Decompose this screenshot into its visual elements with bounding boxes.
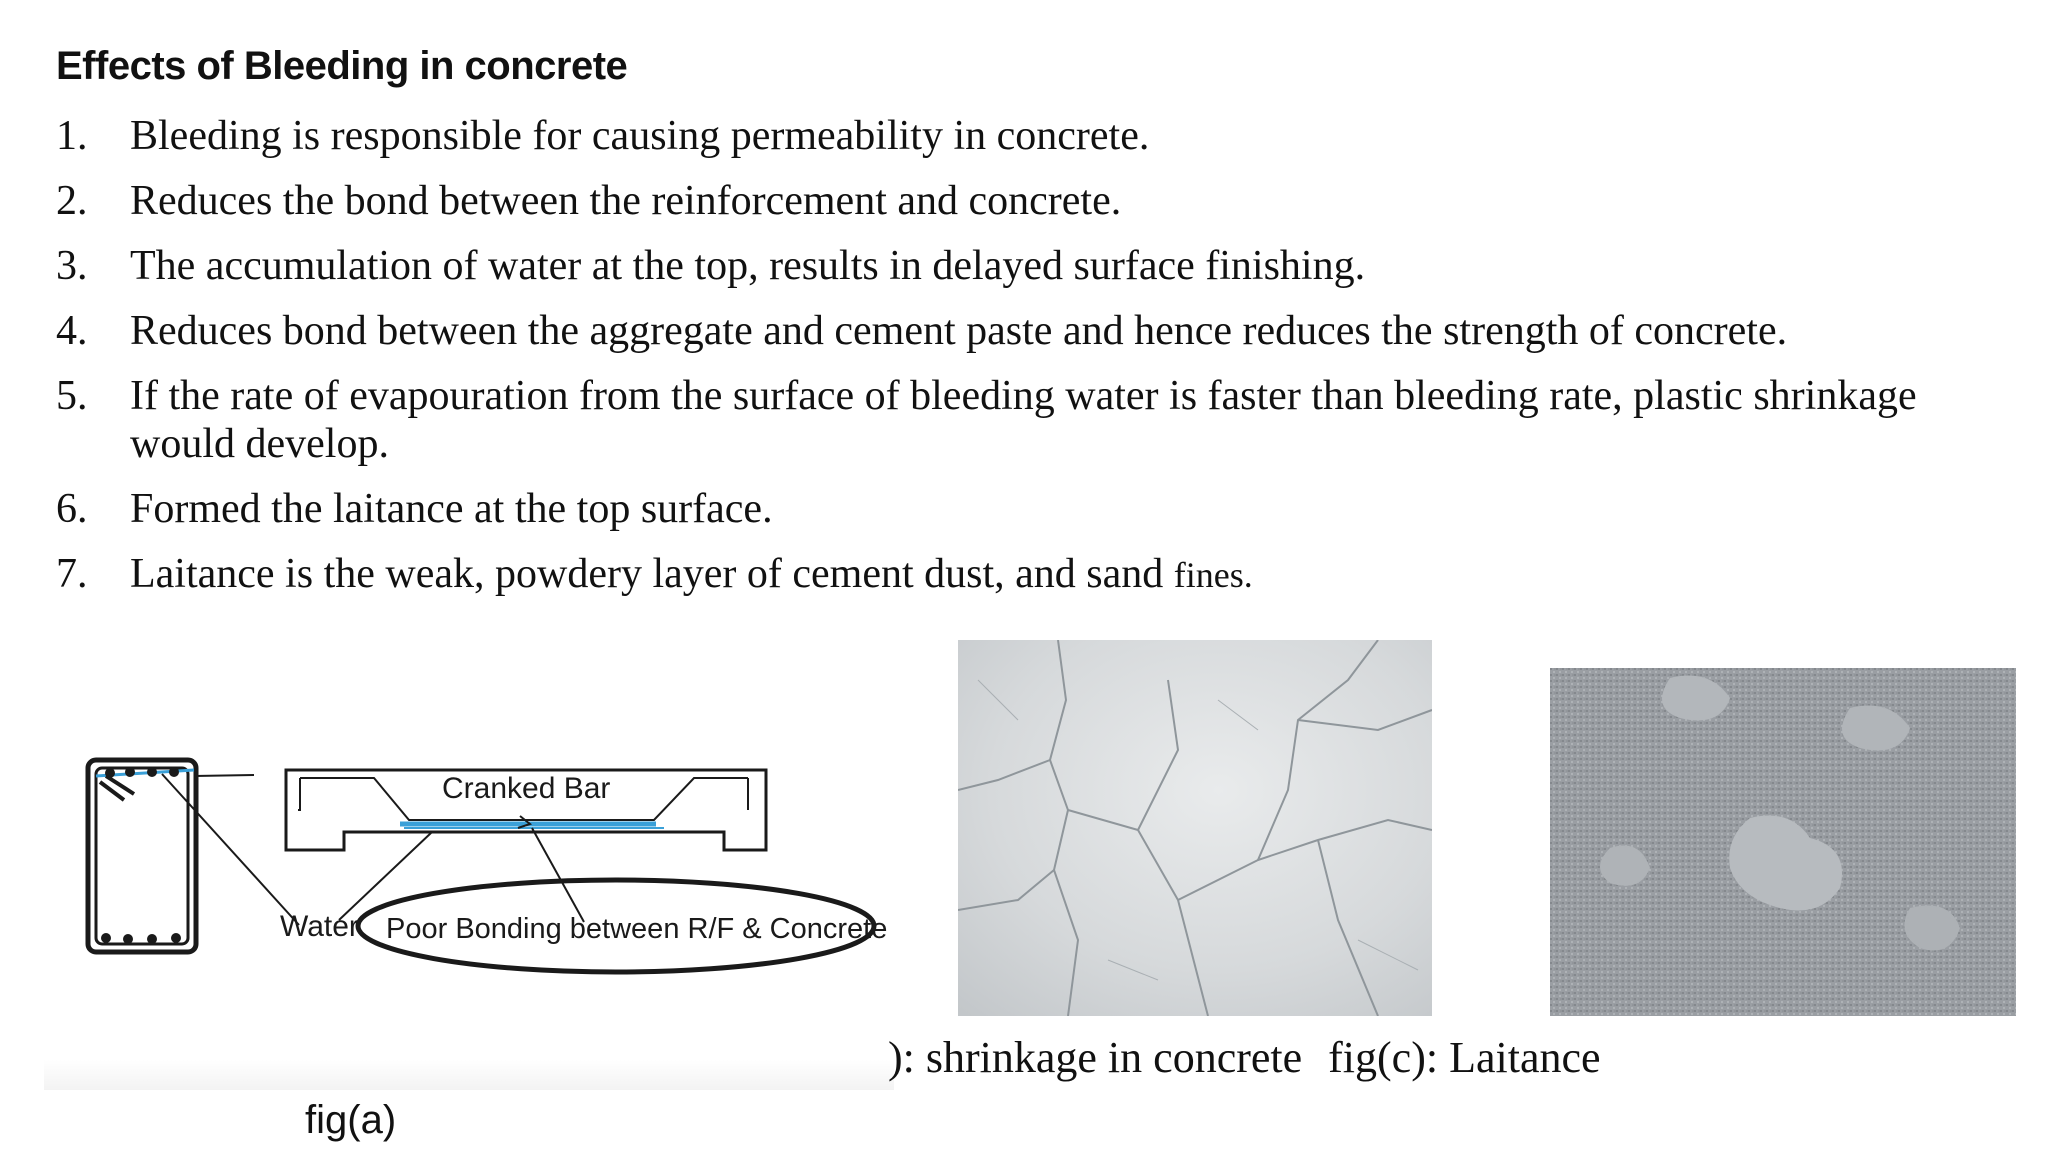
list-item-text: Laitance is the weak, powdery layer of cement dust, and sand: [130, 551, 1164, 597]
list-item: [56, 242, 1956, 290]
poor-bonding-label: Poor Bonding between R/F & Concrete: [386, 913, 888, 945]
beam-diagram-svg: [44, 660, 894, 1060]
fig-c-caption: fig(c): Laitance: [1328, 1033, 1601, 1082]
list-item-number: 4.: [56, 308, 88, 354]
list-item-number: 7.: [56, 551, 88, 597]
list-item-text: Formed the laitance at the top surface.: [130, 486, 773, 532]
list-item: [56, 372, 1956, 468]
laitance-photo: [1550, 668, 2016, 1016]
list-item-number: 1.: [56, 113, 88, 159]
list-item-number: 6.: [56, 486, 88, 532]
fig-a-shadow: [44, 1060, 894, 1090]
list-item-text: Bleeding is responsible for causing permeability in concrete.: [130, 113, 1150, 159]
list-item-number: 5.: [56, 373, 88, 419]
beam-cross-section: [88, 760, 196, 952]
list-item: [56, 112, 1956, 160]
list-item-text: If the rate of evapouration from the surface of bleeding water is faster than bleeding rate, plastic shrinkage would develop.: [130, 373, 1917, 467]
shrinkage-photo: [958, 640, 1432, 1016]
cranked-bar-label: Cranked Bar: [442, 772, 611, 805]
fig-b-caption: ): shrinkage in concrete: [888, 1033, 1303, 1082]
figure-caption: [888, 1032, 1601, 1083]
fig-a-diagram: [44, 660, 894, 1100]
list-item: [56, 485, 1956, 533]
fig-a-label: fig(a): [305, 1098, 397, 1142]
list-item-text-tail: fines.: [1173, 555, 1253, 595]
slide-title: Effects of Bleeding in concrete: [56, 44, 628, 88]
list-item: [56, 177, 1956, 225]
list-item-number: 3.: [56, 243, 88, 289]
list-item-text: The accumulation of water at the top, results in delayed surface finishing.: [130, 243, 1366, 289]
list-item: [56, 550, 1956, 599]
water-label: Water: [280, 910, 359, 943]
list-item-number: 2.: [56, 178, 88, 224]
list-item-text: Reduces bond between the aggregate and cement paste and hence reduces the strength of concrete.: [130, 308, 1788, 354]
list-item-text: Reduces the bond between the reinforcement and concrete.: [130, 178, 1122, 224]
list-item: [56, 307, 1956, 355]
effects-list: [56, 112, 1956, 616]
